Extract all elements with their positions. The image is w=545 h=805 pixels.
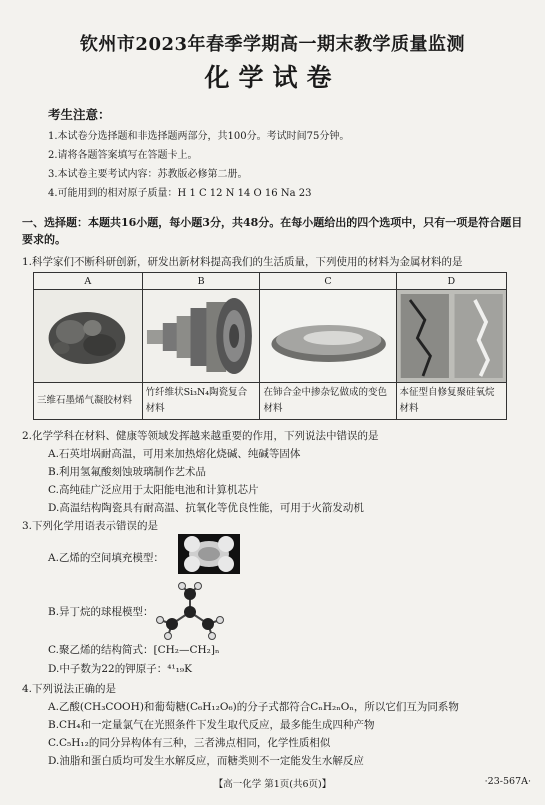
- question-4-option: B.CH₄和一定量氯气在光照条件下发生取代反应，最多能生成四种产物: [48, 719, 375, 731]
- question-3-stem: 3.下列化学用语表示错误的是: [22, 520, 159, 532]
- cerium-alloy-image: [260, 290, 396, 383]
- option-d-caption: 本征型自修复聚硅氧烷材料: [396, 383, 506, 420]
- self-healing-polysiloxane-image: [396, 290, 506, 383]
- paper-code: ·23-567A·: [484, 776, 531, 787]
- exam-title: 钦州市2023年春季学期高一期末教学质量监测: [79, 34, 466, 55]
- page-number: 【高一化学 第1页(共6页)】: [213, 779, 332, 790]
- notice-item: 1.本试卷分选择题和非选择题两部分，共100分。考试时间75分钟。: [48, 131, 350, 142]
- question-2-option: A.石英坩埚耐高温，可用来加热熔化烧碱、纯碱等固体: [48, 448, 301, 460]
- question-4-option: D.油脂和蛋白质均可发生水解反应，而糖类则不一定能发生水解反应: [48, 755, 364, 767]
- question-4-stem: 4.下列说法正确的是: [22, 683, 117, 695]
- notice-heading: 考生注意：: [48, 107, 111, 122]
- question-4-option: C.C₅H₁₂的同分异构体有三种，三者沸点相同，化学性质相似: [48, 737, 331, 749]
- question-2-stem: 2.化学学科在材料、健康等领域发挥越来越重要的作用，下列说法中错误的是: [22, 430, 379, 442]
- notice-item: 4.可能用到的相对原子质量：H 1 C 12 N 14 O 16 Na 23: [48, 188, 312, 199]
- question-3-option: D.中子数为22的钾原子：⁴¹₁₉K: [48, 663, 192, 675]
- question-2-option: B.利用氢氟酸刻蚀玻璃制作艺术品: [48, 466, 207, 478]
- question-2-option: C.高纯硅广泛应用于太阳能电池和计算机芯片: [48, 484, 259, 496]
- graphene-aerogel-image: [34, 290, 143, 383]
- notice-item: 2.请将各题答案填写在答题卡上。: [48, 150, 198, 161]
- option-b-caption: 竹纤维状Si₃N₄陶瓷复合材料: [142, 383, 260, 420]
- subject-title: 化学试卷: [204, 63, 341, 92]
- column-label: C: [260, 273, 396, 290]
- notice-item: 3.本试卷主要考试内容：苏教版必修第二册。: [48, 169, 248, 180]
- column-label: D: [396, 273, 506, 290]
- question-2-option: D.高温结构陶瓷具有耐高温、抗氧化等优良性能，可用于火箭发动机: [48, 502, 364, 514]
- isobutane-ball-stick-model: [150, 582, 230, 642]
- option-c-caption: 在铈合金中掺杂钇做成的变色材料: [260, 383, 396, 420]
- question-3-option: A.乙烯的空间填充模型：: [48, 552, 164, 564]
- question-3-option: B.异丁烷的球棍模型：: [48, 606, 154, 618]
- question-4-option: A.乙酸(CH₃COOH)和葡萄糖(C₆H₁₂O₆)的分子式都符合CₙH₂ₙOₙ，所以它们互为同系物: [48, 701, 459, 713]
- section-heading: 一、选择题：本题共16小题，每小题3分，共48分。在每小题给出的四个选项中，只有一项是符合题目要求的。: [22, 216, 523, 246]
- ethylene-space-filling-model: [178, 534, 240, 574]
- materials-table: [33, 272, 507, 420]
- question-1-stem: 1.科学家们不断科研创新，研发出新材料提高我们的生活质量，下列使用的材料为金属材料的是: [22, 256, 463, 268]
- column-label: B: [142, 273, 260, 290]
- bamboo-fiber-ceramic-image: [142, 290, 260, 383]
- column-label: A: [34, 273, 143, 290]
- option-a-caption: 三维石墨烯气凝胶材料: [34, 383, 143, 420]
- question-3-option: C.聚乙烯的结构简式：[CH₂—CH₂]ₙ: [48, 644, 220, 656]
